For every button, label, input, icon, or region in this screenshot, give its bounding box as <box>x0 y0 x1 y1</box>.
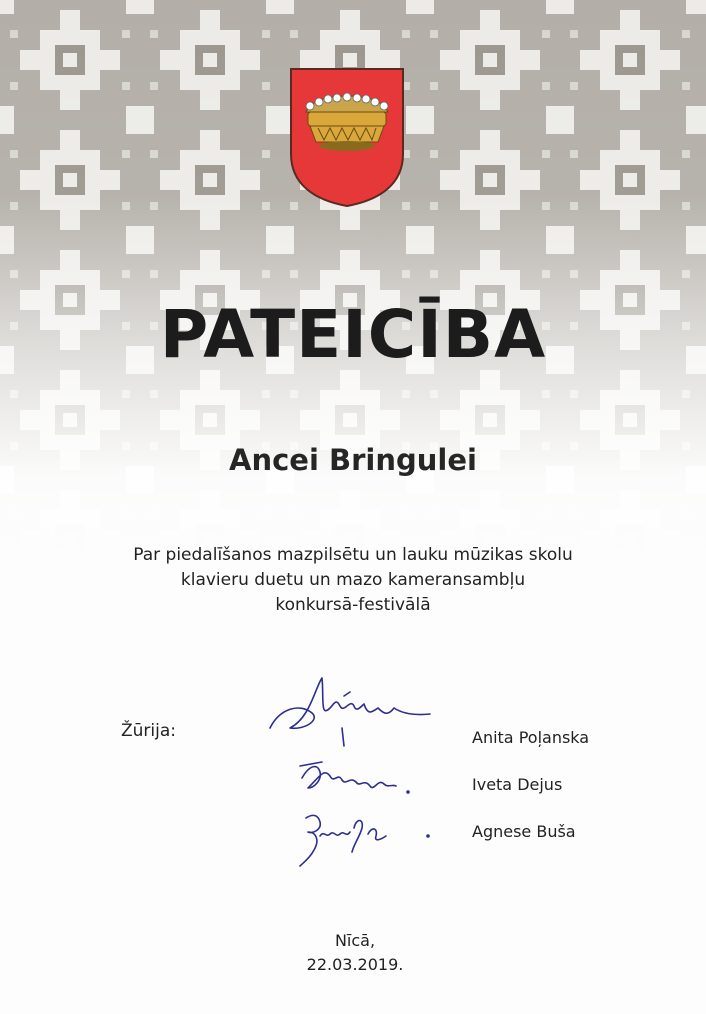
reason-line: Par piedalīšanos mazpilsētu un lauku mūzikas skolu <box>133 545 573 565</box>
date: 22.03.2019. <box>306 955 404 974</box>
signature-1 <box>270 678 430 728</box>
jury-signatures <box>260 668 460 878</box>
reason-line: konkursā-festivālā <box>275 595 431 615</box>
reason-text <box>100 543 606 618</box>
place: Nīcā, <box>334 931 376 950</box>
crown-coat-of-arms-icon <box>288 66 406 208</box>
recipient-name: Ancei Bringulei <box>229 443 477 477</box>
jury-member: Iveta Dejus <box>472 775 563 794</box>
place-and-date <box>0 929 706 977</box>
signature-2 <box>302 767 396 788</box>
jury-list <box>472 727 672 868</box>
jury-label: Žūrija: <box>121 721 177 741</box>
certificate-title: PATEICĪBA <box>159 296 547 373</box>
jury-member: Agnese Buša <box>472 822 576 841</box>
reason-line: klavieru duetu un mazo kameransambļu <box>180 570 526 590</box>
jury-member: Anita Poļanska <box>472 728 590 747</box>
signature-3 <box>300 815 386 866</box>
